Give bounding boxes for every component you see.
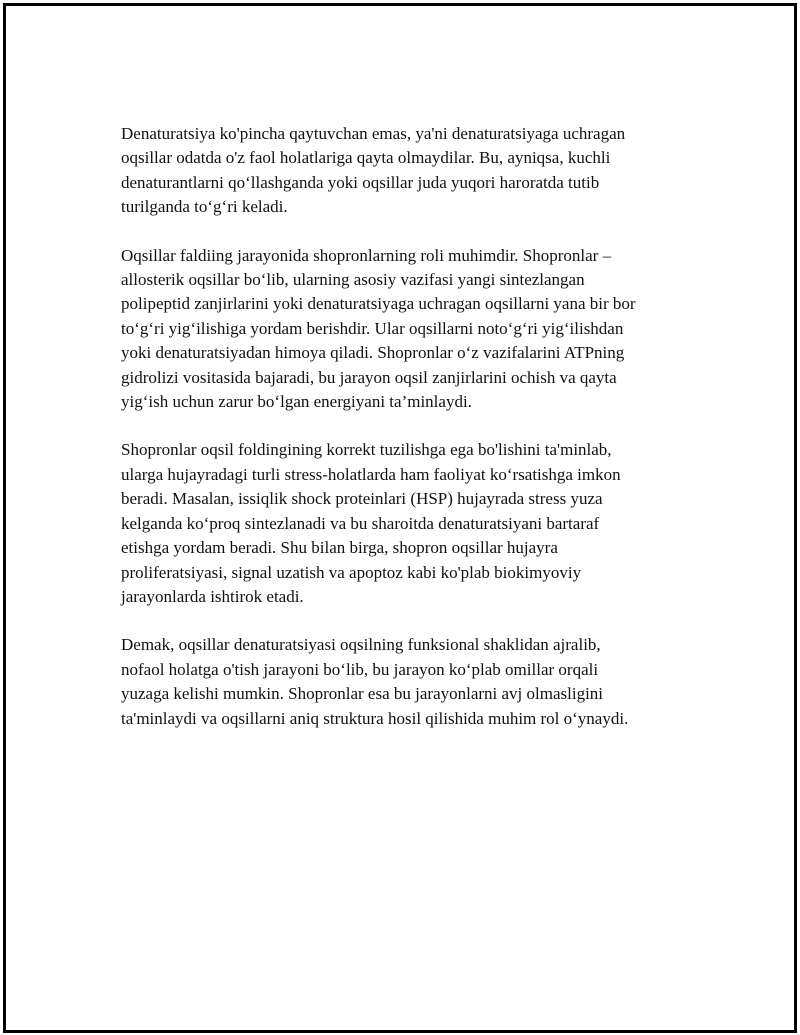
paragraph-chaperones-stress: Shopronlar oqsil foldingining korrekt tuzilishga ega bo'lishini ta'minlab, ularga hujayradagi turli stress-holatlarda ham faoliyat ko‘rsatishga imkon beradi. Masalan, issiqlik shock proteinlari (HSP) hujayrada stress yuza kelganda ko‘proq sintezlanadi va bu sharoitda denaturatsiyani bartaraf etishga yordam beradi. Shu bilan birga, shopron oqsillar hujayra proliferatsiyasi, signal uzatish va apoptoz kabi ko'plab biokimyoviy jarayonlarda ishtirok etadi.	[121, 440, 621, 606]
document-page	[3, 3, 797, 1033]
document-body	[121, 122, 681, 755]
paragraph-chaperones-role: Oqsillar faldiing jarayonida shopronlarning roli muhimdir. Shopronlar – allosterik oqsillar bo‘lib, ularning asosiy vazifasi yangi sintezlangan polipeptid zanjirlarini yoki denaturatsiyaga uchragan oqsillarni yana bir bor to‘g‘ri yig‘ilishiga yordam berishdir. Ular oqsillarni noto‘g‘ri yig‘ilishdan yoki denaturatsiyadan himoya qiladi. Shopronlar o‘z vazifalarini ATPning gidrolizi vositasida bajaradi, bu jarayon oqsil zanjirlarini ochish va qayta yig‘ish uchun zarur bo‘lgan energiyani ta’minlaydi.	[121, 245, 636, 412]
paragraph-conclusion: Demak, oqsillar denaturatsiyasi oqsilning funksional shaklidan ajralib, nofaol holatga o'tish jarayoni bo‘lib, bu jarayon ko‘plab omillar orqali yuzaga kelishi mumkin. Shopronlar esa bu jarayonlarni avj olmasligini ta'minlaydi va oqsillarni aniq struktura hosil qilishida muhim rol o‘ynaydi.	[121, 635, 629, 728]
paragraph-denaturation: Denaturatsiya ko'pincha qaytuvchan emas, ya'ni denaturatsiyaga uchragan oqsillar odatda o'z faol holatlariga qayta olmaydilar. Bu, ayniqsa, kuchli denaturantlarni qo‘llashganda yoki oqsillar juda yuqori haroratda tutib turilganda to‘g‘ri keladi.	[121, 124, 626, 217]
